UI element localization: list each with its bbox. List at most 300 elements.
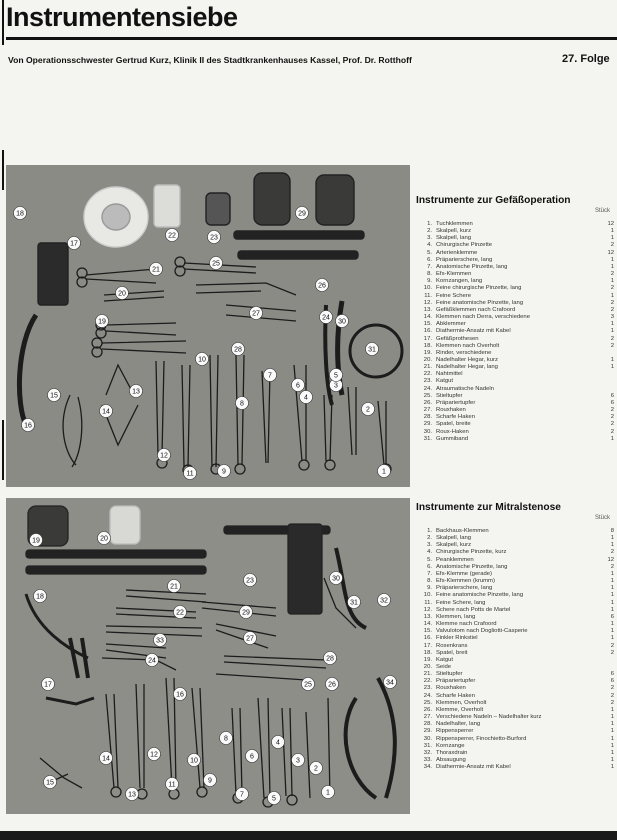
item-name: Feine Schere, lang	[436, 599, 486, 606]
item-name: Katgut	[436, 378, 454, 385]
list-item	[416, 414, 614, 421]
item-number: 28.	[423, 721, 432, 728]
instrument-number-label: 22	[176, 609, 184, 617]
instrument-number-label: 14	[102, 408, 110, 416]
item-number: 10.	[423, 285, 432, 292]
title-rule	[6, 37, 617, 40]
item-name: Klemmen, lang	[436, 613, 476, 620]
item-number: 26.	[423, 706, 432, 713]
instrument-number-label: 15	[50, 392, 58, 400]
instrument-number-label: 15	[46, 779, 54, 787]
item-number: 16.	[423, 635, 432, 642]
item-number: 8.	[427, 271, 432, 278]
instrument-number-label: 16	[24, 422, 32, 430]
item-quantity: 2	[610, 421, 614, 428]
item-name: Valvulotom nach Dogliotti-Casperie	[436, 628, 528, 635]
item-quantity: 1	[610, 592, 614, 599]
item-name: Stieltupfer	[436, 392, 463, 399]
item-name: Efs-Klemmen (krumm)	[436, 578, 495, 585]
item-name: Nadelhalter Hegar, lang	[436, 364, 498, 371]
list-item	[416, 614, 614, 621]
item-quantity: 1	[610, 364, 614, 371]
list-item	[416, 650, 614, 657]
list-item	[416, 336, 614, 343]
item-quantity: 1	[610, 728, 614, 735]
item-number: 28.	[423, 414, 432, 421]
item-number: 7.	[427, 570, 432, 577]
item-quantity: 1	[610, 735, 614, 742]
item-name: Präpariertupfer	[436, 678, 476, 685]
instrument-number-label: 23	[246, 577, 254, 585]
instrument-number-label: 28	[234, 346, 242, 354]
item-number: 17.	[423, 335, 432, 342]
item-quantity: 1	[610, 256, 614, 263]
list-item	[416, 257, 614, 264]
item-name: Scharfe Haken	[436, 414, 475, 421]
item-quantity: 1	[610, 706, 614, 713]
item-name: Rosenkrans	[436, 642, 468, 649]
item-quantity: 2	[610, 428, 614, 435]
item-name: Skalpell, kurz	[436, 228, 472, 235]
item-quantity: 1	[610, 606, 614, 613]
list-item	[416, 371, 614, 378]
item-number: 23.	[423, 685, 432, 692]
item-quantity: 1	[610, 535, 614, 542]
list-item	[416, 393, 614, 400]
instrument-number-label: 28	[326, 655, 334, 663]
list-item	[416, 357, 614, 364]
instrument-number-label: 11	[168, 781, 176, 789]
item-quantity: 3	[610, 314, 614, 321]
list-item	[416, 307, 614, 314]
item-number: 3.	[427, 235, 432, 242]
instrument-number-label: 24	[322, 314, 330, 322]
item-name: Rouxhaken	[436, 685, 466, 692]
item-number: 3.	[427, 542, 432, 549]
item-number: 34.	[423, 764, 432, 771]
item-number: 25.	[423, 699, 432, 706]
item-name: Abklemmer	[436, 321, 466, 328]
item-quantity: 1	[610, 328, 614, 335]
item-quantity: 2	[610, 699, 614, 706]
author-byline: Von Operationsschwester Gertrud Kurz, Klinik II des Stadtkrankenhauses Kassel, Prof. Dr. Rotthoff	[8, 55, 412, 65]
item-name: Gummiband	[436, 435, 469, 442]
item-quantity: 2	[610, 242, 614, 249]
item-quantity: 2	[610, 335, 614, 342]
item-quantity: 1	[610, 749, 614, 756]
item-name: Spatel, breite	[436, 421, 471, 428]
item-quantity: 1	[610, 235, 614, 242]
item-name: Nadelhalter Hegar, kurz	[436, 356, 498, 363]
item-quantity: 1	[610, 742, 614, 749]
item-list	[416, 528, 614, 771]
list-item	[416, 585, 614, 592]
item-number: 30.	[423, 735, 432, 742]
quantity-unit: Stück	[594, 515, 610, 521]
instrument-number-label: 31	[368, 346, 376, 354]
instrument-number-label: 17	[44, 681, 52, 689]
item-quantity: 1	[610, 435, 614, 442]
instrument-number-label: 17	[70, 240, 78, 248]
item-quantity: 6	[610, 678, 614, 685]
instrument-photo-vascular	[6, 165, 410, 487]
instrument-number-label: 29	[298, 210, 306, 218]
item-name: Feine anatomische Pinzette, lang	[436, 299, 524, 306]
item-number: 24.	[423, 385, 432, 392]
list-item	[416, 285, 614, 292]
item-name: Klemmen, Overholt	[436, 699, 487, 706]
item-quantity: 2	[610, 563, 614, 570]
instrument-list-mitral	[416, 502, 614, 771]
item-quantity: 1	[610, 356, 614, 363]
list-item	[416, 657, 614, 664]
item-quantity: 2	[610, 414, 614, 421]
item-number: 31.	[423, 742, 432, 749]
item-name: Efs-Klemmen	[436, 271, 472, 278]
instrument-number-label: 18	[36, 593, 44, 601]
item-quantity: 1	[610, 292, 614, 299]
item-number: 27.	[423, 407, 432, 414]
list-item	[416, 228, 614, 235]
list-item	[416, 707, 614, 714]
item-number: 1.	[427, 528, 432, 534]
list-item	[416, 542, 614, 549]
list-item	[416, 743, 614, 750]
item-quantity	[600, 378, 614, 385]
item-quantity: 2	[610, 285, 614, 292]
item-name: Nahtmittel	[436, 371, 463, 378]
item-name: Skalpell, lang	[436, 535, 472, 542]
item-quantity: 1	[610, 714, 614, 721]
list-item	[416, 635, 614, 642]
instrument-number-label: 26	[318, 282, 326, 290]
list-item	[416, 685, 614, 692]
item-name: Rouxhaken	[436, 407, 466, 414]
instrument-number-label: 5	[272, 795, 276, 803]
item-number: 31.	[423, 435, 432, 442]
item-name: Verschiedene Nadeln – Nadelhalter kurz	[436, 714, 542, 721]
list-item	[416, 293, 614, 300]
item-name: Kornzange	[436, 742, 465, 749]
list-item	[416, 250, 614, 257]
list-item	[416, 343, 614, 350]
instrument-number-label: 34	[386, 679, 394, 687]
item-name: Arterienklemme	[436, 249, 478, 256]
instrument-number-label: 9	[222, 468, 226, 476]
item-name: Nadelhalter, lang	[436, 721, 481, 728]
item-quantity: 6	[610, 392, 614, 399]
item-name: Backhaus-Klemmen	[436, 528, 489, 534]
instrument-number-label: 24	[148, 657, 156, 665]
list-item	[416, 664, 614, 671]
list-item	[416, 571, 614, 578]
instrument-number-label: 7	[268, 372, 272, 380]
item-name: Spatel, breit	[436, 649, 468, 656]
item-quantity: 1	[610, 263, 614, 270]
item-number: 22.	[423, 371, 432, 378]
instrument-number-label: 19	[32, 537, 40, 545]
item-quantity	[600, 371, 614, 378]
instrument-list-vascular	[416, 195, 614, 443]
list-item	[416, 271, 614, 278]
item-number: 15.	[423, 321, 432, 328]
list-item	[416, 528, 614, 535]
list-item	[416, 400, 614, 407]
list-item	[416, 728, 614, 735]
item-name: Katgut	[436, 656, 454, 663]
item-quantity: 1	[610, 578, 614, 585]
item-name: Absaugung	[436, 757, 466, 763]
instrument-number-label: 30	[338, 318, 346, 326]
list-item	[416, 350, 614, 357]
list-item	[416, 578, 614, 585]
item-name: Präpariertupfer	[436, 399, 476, 406]
list-item	[416, 549, 614, 556]
item-quantity: 6	[610, 399, 614, 406]
item-number: 12.	[423, 606, 432, 613]
item-quantity: 1	[610, 621, 614, 628]
list-item	[416, 671, 614, 678]
item-number: 2.	[427, 228, 432, 235]
item-number: 21.	[423, 671, 432, 678]
list-item	[416, 621, 614, 628]
instrument-number-label: 21	[152, 266, 160, 274]
item-number: 6.	[427, 563, 432, 570]
list-item	[416, 764, 614, 771]
list-item	[416, 278, 614, 285]
item-name: Präparierschere, lang	[436, 585, 493, 592]
item-quantity: 2	[610, 407, 614, 414]
item-quantity: 2	[610, 549, 614, 556]
item-number: 4.	[427, 549, 432, 556]
margin-mark	[2, 420, 4, 480]
item-quantity: 6	[610, 613, 614, 620]
item-number: 32.	[423, 749, 432, 756]
item-name: Rippensperrer, Finochietto-Burford	[436, 735, 527, 742]
item-name: Schere nach Potts de Martel	[436, 606, 511, 613]
item-quantity: 12	[607, 249, 614, 256]
instrument-number-label: 29	[242, 609, 250, 617]
margin-mark	[2, 0, 4, 45]
item-number: 17.	[423, 642, 432, 649]
item-name: Chirurgische Pinzette, kurz	[436, 549, 507, 556]
list-item	[416, 221, 614, 228]
item-number: 24.	[423, 692, 432, 699]
list-item	[416, 314, 614, 321]
item-quantity: 2	[610, 692, 614, 699]
item-number: 5.	[427, 249, 432, 256]
instrument-number-label: 2	[314, 765, 318, 773]
item-name: Skalpell, lang	[436, 235, 472, 242]
item-quantity: 1	[610, 321, 614, 328]
instrument-number-label: 19	[98, 318, 106, 326]
section-heading: Instrumente zur Mitralstenose	[416, 502, 561, 513]
item-name: Diathermie-Ansatz mit Kabel	[436, 328, 511, 335]
item-quantity: 1	[610, 278, 614, 285]
item-quantity: 1	[610, 599, 614, 606]
item-number: 15.	[423, 628, 432, 635]
item-name: Klemme, Overholt	[436, 706, 484, 713]
item-number: 18.	[423, 649, 432, 656]
item-number: 4.	[427, 242, 432, 249]
instrument-photo-mitral	[6, 498, 410, 814]
instrument-number-label: 4	[304, 394, 308, 402]
item-number: 9.	[427, 585, 432, 592]
instrument-number-label: 20	[100, 535, 108, 543]
list-item	[416, 235, 614, 242]
item-quantity: 1	[610, 228, 614, 235]
item-quantity: 2	[610, 642, 614, 649]
list-item	[416, 421, 614, 428]
list-item	[416, 607, 614, 614]
list-item	[416, 364, 614, 371]
item-name: Anatomische Pinzette, lang	[436, 263, 508, 270]
list-item	[416, 535, 614, 542]
instrument-number-label: 21	[170, 583, 178, 591]
item-quantity	[600, 386, 614, 393]
item-quantity: 2	[610, 271, 614, 278]
item-number: 1.	[427, 221, 432, 227]
item-name: Feine anatomische Pinzette, lang	[436, 592, 524, 599]
instrument-number-label: 11	[186, 470, 194, 478]
instrument-number-label: 9	[208, 777, 212, 785]
item-name: Feine chirurgische Pinzette, lang	[436, 285, 522, 292]
instrument-number-label: 25	[212, 260, 220, 268]
item-name: Seide	[436, 663, 452, 670]
item-number: 20.	[423, 356, 432, 363]
item-number: 7.	[427, 263, 432, 270]
item-name: Atraumatische Nadeln	[436, 385, 494, 392]
list-item	[416, 678, 614, 685]
item-number: 8.	[427, 578, 432, 585]
list-item	[416, 300, 614, 307]
item-list	[416, 221, 614, 443]
episode-number: 27. Folge	[562, 53, 610, 65]
instrument-number-label: 3	[334, 382, 338, 390]
instrument-number-label: 8	[224, 735, 228, 743]
item-number: 30.	[423, 428, 432, 435]
item-number: 29.	[423, 421, 432, 428]
item-name: Klemmen nach Overholt	[436, 342, 500, 349]
page-title: Instrumentensiebe	[6, 2, 238, 32]
item-quantity: 2	[610, 685, 614, 692]
item-name: Stieltupfer	[436, 671, 463, 678]
list-item	[416, 429, 614, 436]
list-item	[416, 564, 614, 571]
list-item	[416, 407, 614, 414]
item-name: Finkler Rinkstiel	[436, 635, 478, 642]
list-item	[416, 721, 614, 728]
instrument-number-label: 12	[150, 751, 158, 759]
item-number: 2.	[427, 535, 432, 542]
item-name: Präparierschere, lang	[436, 256, 493, 263]
item-name: Diathermie-Ansatz mit Kabel	[436, 764, 511, 771]
item-name: Klemme nach Crafoord	[436, 621, 497, 628]
instrument-number-label: 2	[366, 406, 370, 414]
item-name: Skalpell, kurz	[436, 542, 472, 549]
instrument-number-label: 16	[176, 691, 184, 699]
instrument-number-label: 31	[350, 599, 358, 607]
item-quantity: 2	[610, 649, 614, 656]
item-number: 27.	[423, 714, 432, 721]
item-quantity: 2	[610, 299, 614, 306]
item-number: 16.	[423, 328, 432, 335]
item-name: Rippensperrer	[436, 728, 474, 735]
item-number: 12.	[423, 299, 432, 306]
item-number: 19.	[423, 656, 432, 663]
item-number: 5.	[427, 556, 432, 563]
bottom-bar	[0, 831, 617, 840]
instrument-number-label: 33	[156, 637, 164, 645]
list-item	[416, 378, 614, 385]
item-name: Kornzangen, lang	[436, 278, 483, 285]
instrument-number-label: 14	[102, 755, 110, 763]
item-name: Gefäßklemmen nach Crafoord	[436, 306, 516, 313]
item-quantity: 1	[610, 542, 614, 549]
instrument-number-label: 3	[296, 757, 300, 765]
list-item	[416, 436, 614, 443]
list-item	[416, 757, 614, 764]
item-name: Rinder, verschiedene	[436, 349, 492, 356]
section-heading: Instrumente zur Gefäßoperation	[416, 195, 571, 206]
item-name: Peanklemmen	[436, 556, 474, 563]
list-item	[416, 592, 614, 599]
list-item	[416, 643, 614, 650]
item-name: Anatomische Pinzette, lang	[436, 563, 508, 570]
list-item	[416, 328, 614, 335]
item-quantity: 1	[610, 764, 614, 771]
item-name: Feine Schere	[436, 292, 472, 299]
list-item	[416, 628, 614, 635]
item-quantity: 2	[610, 342, 614, 349]
instrument-number-label: 20	[118, 290, 126, 298]
item-name: Chirurgische Pinzette	[436, 242, 492, 249]
item-number: 11.	[424, 292, 432, 299]
instrument-number-label: 25	[304, 681, 312, 689]
instrument-number-label: 22	[168, 232, 176, 240]
instrument-number-label: 10	[198, 356, 206, 364]
item-quantity: 12	[607, 221, 614, 227]
instrument-number-label: 7	[240, 791, 244, 799]
instrument-number-label: 26	[328, 681, 336, 689]
item-number: 13.	[423, 306, 432, 313]
list-item	[416, 557, 614, 564]
instrument-number-label: 13	[128, 791, 136, 799]
item-number: 13.	[423, 613, 432, 620]
item-name: Gefäßprothesen	[436, 335, 479, 342]
list-item	[416, 700, 614, 707]
item-quantity: 1	[610, 585, 614, 592]
instrument-number-label: 1	[382, 468, 386, 476]
instrument-number-label: 27	[252, 310, 260, 318]
item-number: 20.	[423, 663, 432, 670]
item-number: 11.	[424, 599, 432, 606]
item-number: 9.	[427, 278, 432, 285]
instrument-number-label: 8	[240, 400, 244, 408]
item-number: 29.	[423, 728, 432, 735]
instrument-number-label: 13	[132, 388, 140, 396]
instrument-number-label: 32	[380, 597, 388, 605]
list-item	[416, 321, 614, 328]
item-name: Efs-Klemme (gerade)	[436, 570, 492, 577]
item-name: Klemmen nach Derra, verschiedene	[436, 314, 530, 321]
item-quantity: 12	[607, 556, 614, 563]
list-item	[416, 600, 614, 607]
item-quantity	[600, 664, 614, 671]
margin-mark	[2, 150, 4, 190]
item-quantity: 1	[610, 757, 614, 763]
item-name: Scharfe Haken	[436, 692, 475, 699]
